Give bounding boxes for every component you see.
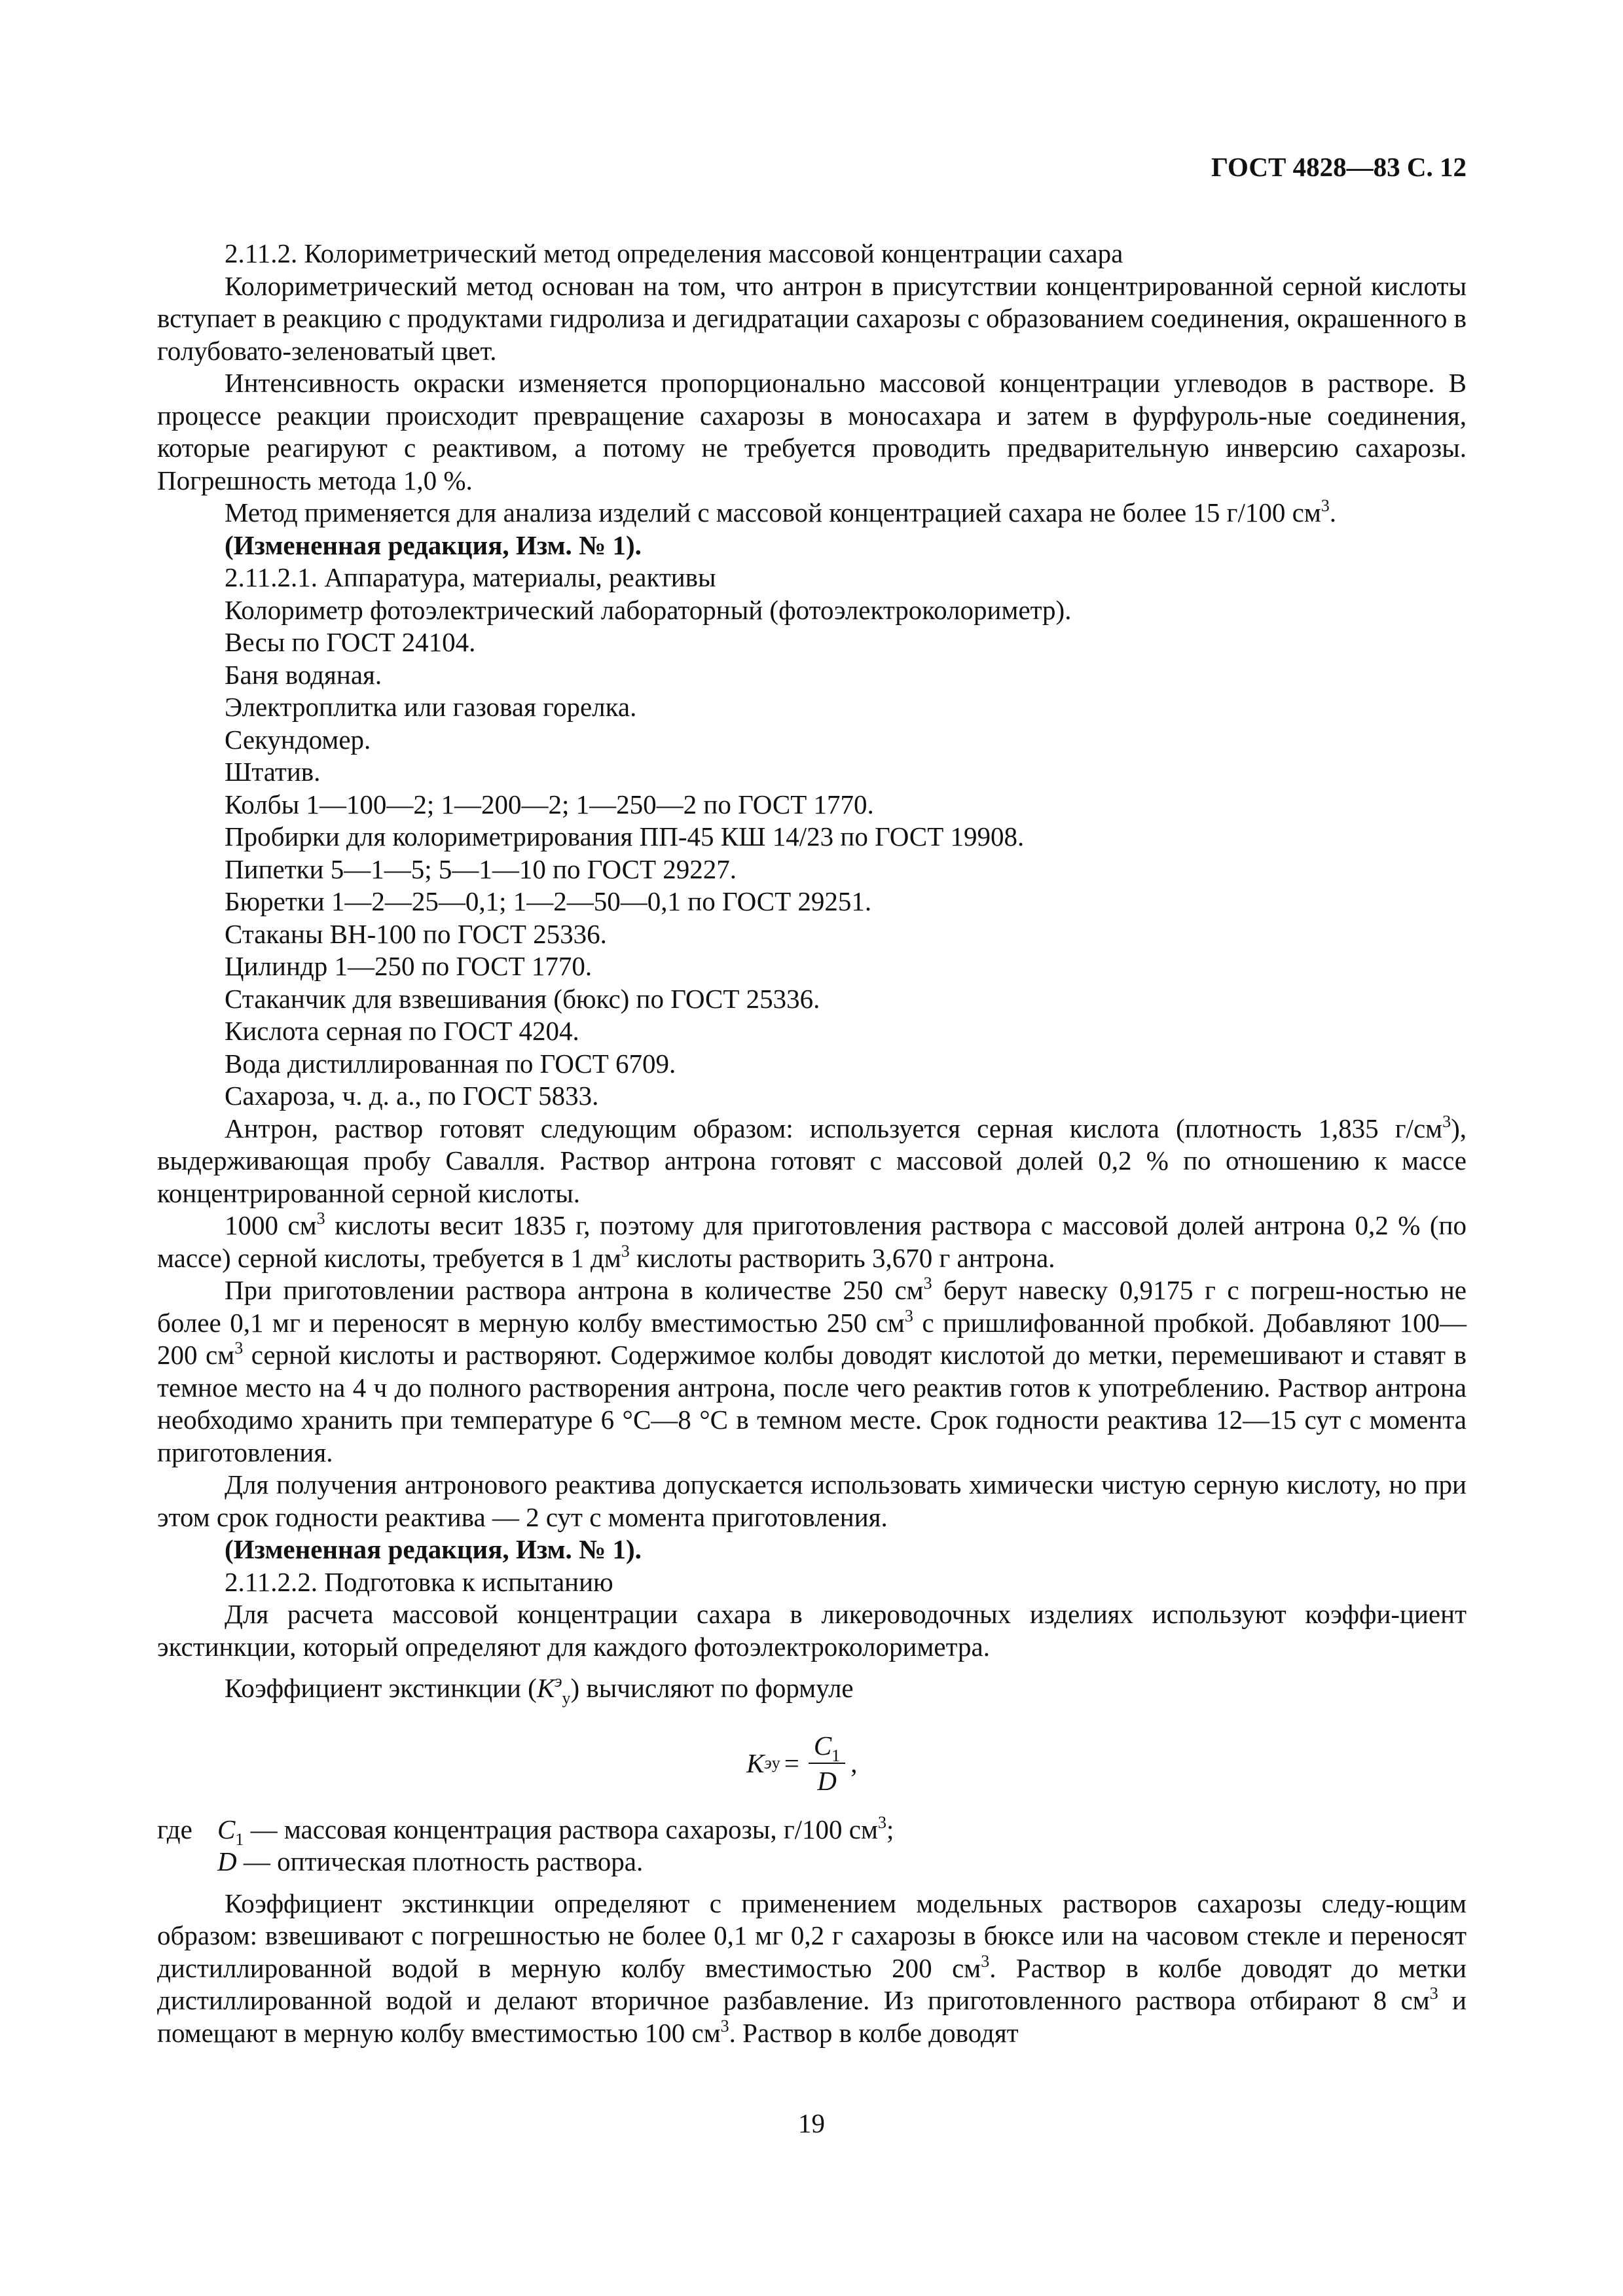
list-item: Сахароза, ч. д. а., по ГОСТ 5833.: [225, 1081, 599, 1111]
legend-c1: $С_1$ — массовая концентрация раствора сахарозы, г/100 $см^3$;: [217, 1812, 894, 1849]
list-item: Стаканчик для взвешивания (бюкс) по ГОСТ 25336.: [225, 983, 820, 1014]
paragraph: Интенсивность окраски изменяется пропорционально массовой концентрации углеводов в растворе. В процессе реакции происходит превращение сахарозы в моносахара и затем в фурфуроль-ные соединения, которые реагируют с реактивом, а потому не требуется проводить предварительную инверсию сахарозы. Погрешность метода 1,0 %.: [157, 368, 1467, 495]
formula-equals: =: [784, 1748, 799, 1778]
document-page: [157, 147, 1467, 2049]
extinction-formula: К э у = $\frac{С_1}{D}$ ,: [157, 1715, 1467, 1814]
paragraph: Для получения антронового реактива допускается использовать химически чистую серную кислоту, но при этом срок годности реактива — 2 сут с момента приготовления.: [157, 1469, 1467, 1532]
legend-d: D — оптическая плотность раствора.: [217, 1846, 644, 1876]
list-item: Вода дистиллированная по ГОСТ 6709.: [225, 1048, 676, 1079]
list-item: Колориметр фотоэлектрический лабораторный (фотоэлектроколориметр).: [225, 594, 1072, 625]
list-item: Стаканы ВН-100 по ГОСТ 25336.: [225, 918, 607, 949]
list-item: Баня водяная.: [225, 659, 382, 690]
list-item: Секундомер.: [225, 724, 371, 755]
paragraph: Антрон, раствор готовят следующим образом: используется серная кислота (плотность 1,835 $г/см^3$), выдерживающая пробу Савалля. Раствор антрона готовят с массовой долей 0,2 % по отношению к массе концентрированной серной кислоты.: [157, 1111, 1467, 1208]
paragraph: 1000 $см^3$ кислоты весит 1835 г, поэтому для приготовления раствора с массовой долей антрона 0,2 % (по массе) серной кислоты, требуется в 1 $дм^3$ кислоты растворить 3,670 г антрона.: [157, 1209, 1467, 1273]
list-item: Пробирки для колориметрирования ПП-45 КШ 14/23 по ГОСТ 19908.: [225, 821, 1025, 852]
paragraph: Метод применяется для анализа изделий с массовой концентрацией сахара не более 15 г/100 $см^3$.: [225, 496, 1337, 528]
paragraph: Для расчета массовой концентрации сахара в ликероводочных изделиях используют коэффи-циент экстинкции, который определяют для каждого фотоэлектроколориметра.: [157, 1599, 1467, 1662]
formula-legend: где $С_1$ — массовая концентрация раствора сахарозы, г/100 $см^3$; D — оптическая плотность раствора.: [157, 1814, 1467, 1878]
page-header: ГОСТ 4828—83 С. 12: [1211, 152, 1467, 182]
list-item: Колбы 1—100—2; 1—200—2; 1—250—2 по ГОСТ 1770.: [225, 789, 874, 819]
list-item: Весы по ГОСТ 24104.: [225, 627, 476, 657]
page-number: 19: [798, 2108, 825, 2138]
formula-fraction: $\frac{С_1}{D}$: [809, 1729, 845, 1798]
paragraph: Колориметрический метод основан на том, что антрон в присутствии концентрированной серной кислоты вступает в реакцию с продуктами гидролиза и дегидратации сахарозы с образованием соединения, окрашенного в голубовато-зеленоватый цвет.: [157, 270, 1467, 366]
section-heading-2-11-2: 2.11.2. Колориметрический метод определения массовой концентрации сахара: [225, 238, 1123, 268]
formula-lhs: К: [746, 1748, 765, 1778]
section-heading-2-11-2-1: 2.11.2.1. Аппаратура, материалы, реактивы: [225, 562, 716, 592]
section-heading-2-11-2-2: 2.11.2.2. Подготовка к испытанию: [225, 1566, 613, 1597]
list-item: Кислота серная по ГОСТ 4204.: [225, 1016, 579, 1046]
paragraph: Коэффициент экстинкции определяют с применением модельных растворов сахарозы следу-ющим образом: взвешивают с погрешностью не более 0,1 мг 0,2 г сахарозы в бюксе или на часовом стекле и переносят дистиллированной водой в мерную колбу вместимостью 200 $см^3$. Раствор в колбе доводят до метки дистиллированной водой и делают вторичное разбавление. Из приготовленного раствора отбирают 8 $см^3$ и помещают в мерную колбу вместимостью 100 $см^3$. Раствор в колбе доводят: [157, 1888, 1467, 2048]
equipment-list: [157, 594, 1467, 1113]
paragraph: При приготовлении раствора антрона в количестве 250 $см^3$ берут навеску 0,9175 г с погреш-ностью не более 0,1 мг и переносят в мерную колбу вместимостью 250 $см^3$ с пришлифованной пробкой. Добавляют 100—200 $см^3$ серной кислоты и растворяют. Содержимое колбы доводят кислотой до метки, перемешивают и ставят в темное место на 4 ч до полного растворения антрона, после чего реактив готов к употреблению. Раствор антрона необходимо хранить при температуре 6 °С—8 °С в темном месте. Срок годности реактива 12—15 сут с момента приготовления.: [157, 1274, 1467, 1467]
list-item: Бюретки 1—2—25—0,1; 1—2—50—0,1 по ГОСТ 29251.: [225, 886, 872, 916]
edit-note: (Измененная редакция, Изм. № 1).: [225, 529, 642, 560]
list-item: Штатив.: [225, 757, 321, 787]
edit-note: (Измененная редакция, Изм. № 1).: [225, 1534, 642, 1564]
list-item: Цилиндр 1—250 по ГОСТ 1770.: [225, 951, 593, 981]
paragraph: Коэффициент экстинкции $(К^э_у)$ вычисляют по формуле: [225, 1672, 854, 1708]
list-item: Пипетки 5—1—5; 5—1—10 по ГОСТ 29227.: [225, 853, 737, 884]
list-item: Электроплитка или газовая горелка.: [225, 692, 637, 722]
